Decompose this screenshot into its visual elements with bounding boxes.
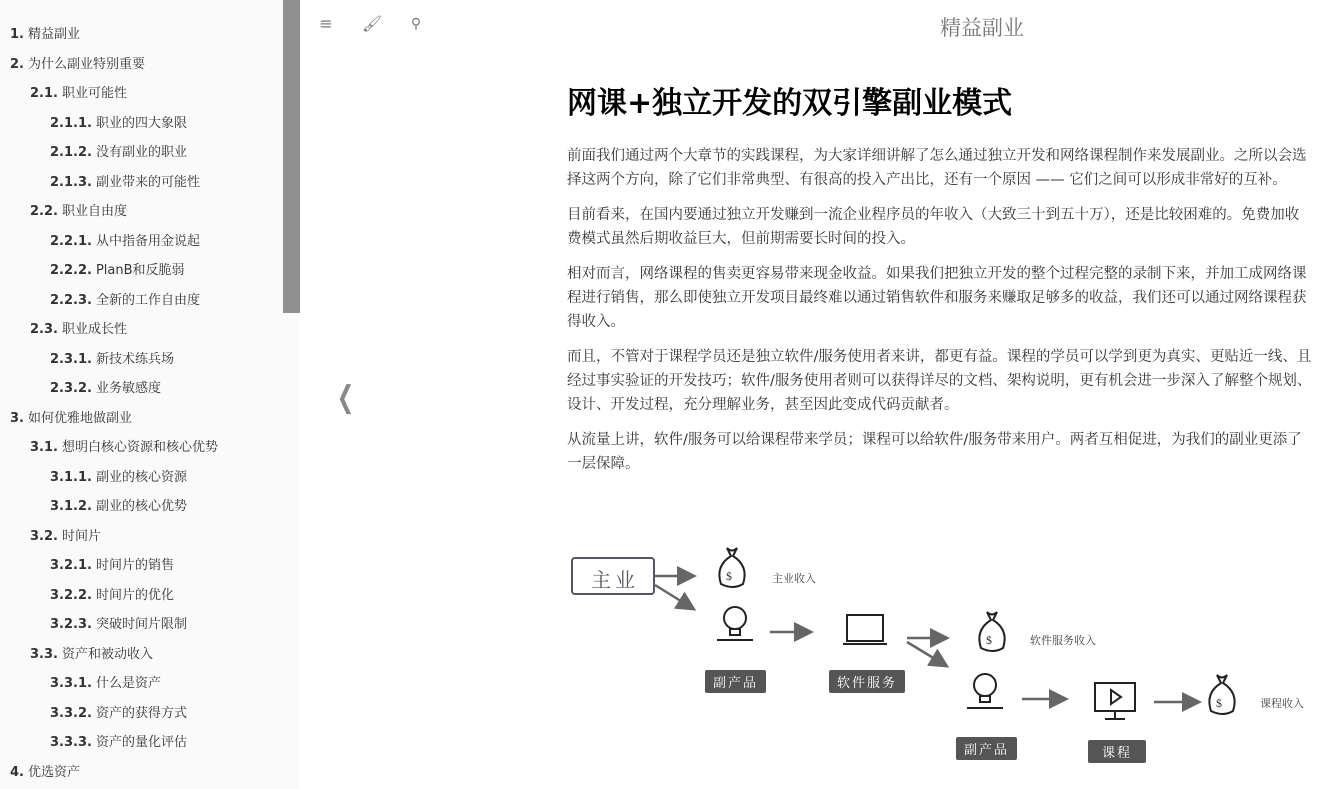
svg-text:$: $ (726, 569, 732, 583)
toc-item[interactable] (0, 374, 283, 404)
sidebar-scrollbar-thumb[interactable] (283, 0, 300, 313)
toc-item-number: 3.3. (30, 646, 58, 662)
toc-item-number: 3.3.3. (50, 735, 92, 750)
toc-item[interactable] (0, 138, 283, 168)
paragraph: 相对而言，网络课程的售卖更容易带来现金收益。如果我们把独立开发的整个过程完整的录制下来，并加工成网络课程进行销售，那么即使独立开发项目最终难以通过销售软件和服务来赚取足够多的收益，我们还可以通过网络课程获得收入。 (567, 266, 1307, 330)
money-bag-icon (719, 548, 744, 587)
toc-item-label: 想明白核心资源和核心优势 (61, 440, 218, 455)
toc-item-number: 3.1. (30, 440, 58, 455)
lightbulb-icon (724, 607, 746, 629)
toc-item-label: 职业可能性 (61, 86, 127, 101)
toc-item[interactable] (0, 109, 283, 139)
toc-item-number: 3.2.2. (50, 587, 92, 603)
toc-item-label: 精益副业 (27, 27, 80, 42)
toc-item[interactable] (0, 256, 283, 286)
toc-item-label: 副业带来的可能性 (95, 174, 200, 190)
toc-item[interactable] (0, 699, 283, 729)
main-job-box: 主业 (591, 568, 639, 592)
menu-icon[interactable]: ≡ (319, 14, 333, 33)
toc-item-number: 3.3.1. (50, 676, 92, 691)
brush-icon[interactable]: 🖌 (361, 14, 383, 33)
search-icon[interactable]: ⚲ (410, 16, 422, 32)
toc-item[interactable] (0, 522, 283, 552)
byproduct-label: 副产品 (956, 737, 1017, 760)
toc-item[interactable] (0, 227, 283, 257)
diagram-arrows (567, 540, 1327, 770)
toc-item[interactable] (0, 669, 283, 699)
money-bag-icon (1209, 675, 1234, 714)
paragraph: 从流量上讲，软件/服务可以给课程带来学员；课程可以给软件/服务带来用户。两者互相促进，为我们的副业更添了一层保障。 (567, 432, 1302, 472)
sidebar-toc (0, 0, 283, 789)
toc-item-number: 2.3. (30, 322, 58, 337)
toc-item[interactable] (0, 168, 283, 198)
laptop-icon (847, 615, 883, 641)
toc-item[interactable] (0, 492, 283, 522)
toc-item-label: 时间片的优化 (95, 587, 174, 603)
toc-item-label: 资产的量化评估 (95, 735, 187, 750)
toc-item-label: 资产和被动收入 (61, 646, 153, 662)
paragraph: 前面我们通过两个大章节的实践课程，为大家详细讲解了怎么通过独立开发和网络课程制作来发展副业。之所以会选择这两个方向，除了它们非常典型、有很高的投入产出比，还有一个原因 —— 它们之间可以形成非常好的互补。 (567, 148, 1307, 188)
course-income-caption: 课程收入 (1260, 697, 1304, 710)
chapter-title: 网课+独立开发的双引擎副业模式 (567, 86, 1013, 121)
toc-item-number: 2.1.2. (50, 145, 92, 160)
paragraph: 而且，不管对于课程学员还是独立软件/服务使用者来讲，都更有益。课程的学员可以学到更为真实、更贴近一线、且经过事实验证的开发技巧；软件/服务使用者则可以获得详尽的文档、架构说明，更有机会进一步深入了解整个规划、设计、开发过程，充分理解业务，甚至因此变成代码贡献者。 (567, 349, 1312, 413)
toc-item-label: 突破时间片限制 (95, 617, 187, 632)
toc-item-number: 2.1. (30, 86, 58, 101)
course-label: 课程 (1088, 740, 1146, 763)
previous-chapter-chevron-icon[interactable]: ❮ (336, 380, 355, 415)
toc-item-number: 3.2.1. (50, 558, 92, 573)
toolbar (300, 0, 1327, 50)
money-bag-icon (979, 612, 1004, 651)
toc-item[interactable] (0, 20, 283, 50)
toc-item-label: 资产的获得方式 (95, 705, 187, 721)
toc-item[interactable] (0, 404, 283, 434)
toc-item[interactable] (0, 345, 283, 375)
toc-item[interactable] (0, 463, 283, 493)
toc-item-number: 2.2. (30, 204, 58, 219)
toc-item-number: 3. (10, 410, 24, 426)
toc-item[interactable] (0, 286, 283, 316)
toc-item-number: 2.1.3. (50, 174, 92, 190)
main-income-caption: 主业收入 (772, 572, 816, 585)
toc-item[interactable] (0, 551, 283, 581)
toc-item-number: 4. (10, 764, 24, 780)
video-monitor-icon (1095, 683, 1135, 711)
toc-item-label: 副业的核心优势 (95, 499, 187, 514)
toc-item[interactable] (0, 50, 283, 80)
toc-item[interactable] (0, 581, 283, 611)
toc-item[interactable] (0, 758, 283, 788)
toc-item-number: 2.2.2. (50, 263, 92, 278)
svg-text:$: $ (1216, 696, 1222, 710)
toc-item-number: 2.3.1. (50, 351, 92, 367)
toc-item-label: 时间片的销售 (95, 558, 174, 573)
toc-item-label: 新技术练兵场 (95, 351, 174, 367)
toc-item-label: 职业的四大象限 (95, 115, 187, 131)
software-income-caption: 软件服务收入 (1030, 634, 1096, 647)
toc-item-label: 全新的工作自由度 (95, 292, 200, 308)
toc-item-label: PlanB和反脆弱 (95, 263, 185, 278)
toc-item-number: 3.2.3. (50, 617, 92, 632)
toc-item-label: 职业成长性 (61, 322, 127, 337)
lightbulb-icon (974, 674, 996, 696)
toc-item[interactable] (0, 315, 283, 345)
toc-item-label: 什么是资产 (95, 676, 161, 691)
toc-item[interactable] (0, 197, 283, 227)
toc-item-number: 3.2. (30, 528, 58, 544)
toc-item-number: 2.1.1. (50, 115, 92, 131)
toc-item-label: 时间片 (61, 528, 101, 544)
toc-item-number: 2.2.3. (50, 292, 92, 308)
toc-item-label: 为什么副业特别重要 (27, 56, 145, 72)
paragraph: 目前看来，在国内要通过独立开发赚到一流企业程序员的年收入（大致三十到五十万），还是比较困难的。免费加收费模式虽然后期收益巨大，但前期需要长时间的投入。 (567, 207, 1300, 247)
chapter-content (567, 78, 1312, 487)
toc-item-number: 3.1.2. (50, 499, 92, 514)
svg-text:$: $ (986, 633, 992, 647)
toc-item[interactable] (0, 728, 283, 758)
toc-item-number: 3.1.1. (50, 469, 92, 485)
byproduct-label: 副产品 (705, 670, 766, 693)
toc-item[interactable] (0, 79, 283, 109)
toc-item-label: 业务敏感度 (95, 381, 161, 396)
toc-item[interactable] (0, 640, 283, 670)
toc-item-number: 3.3.2. (50, 705, 92, 721)
toc-item-number: 2. (10, 56, 24, 72)
toc-item-label: 没有副业的职业 (95, 145, 187, 160)
toc-item-number: 2.2.1. (50, 233, 92, 249)
toc-item-label: 副业的核心资源 (95, 469, 187, 485)
software-service-label: 软件服务 (829, 670, 905, 693)
toc-item-number: 2.3.2. (50, 381, 92, 396)
toc-item-number: 1. (10, 27, 24, 42)
toc-item[interactable] (0, 433, 283, 463)
dual-engine-diagram (567, 540, 1327, 770)
toc-item[interactable] (0, 610, 283, 640)
toc-item-label: 优选资产 (27, 764, 80, 780)
toc-item-label: 职业自由度 (61, 204, 127, 219)
book-title: 精益副业 (940, 16, 1024, 40)
toc-item-label: 从中指备用金说起 (95, 233, 200, 249)
toc-item-label: 如何优雅地做副业 (27, 410, 132, 426)
